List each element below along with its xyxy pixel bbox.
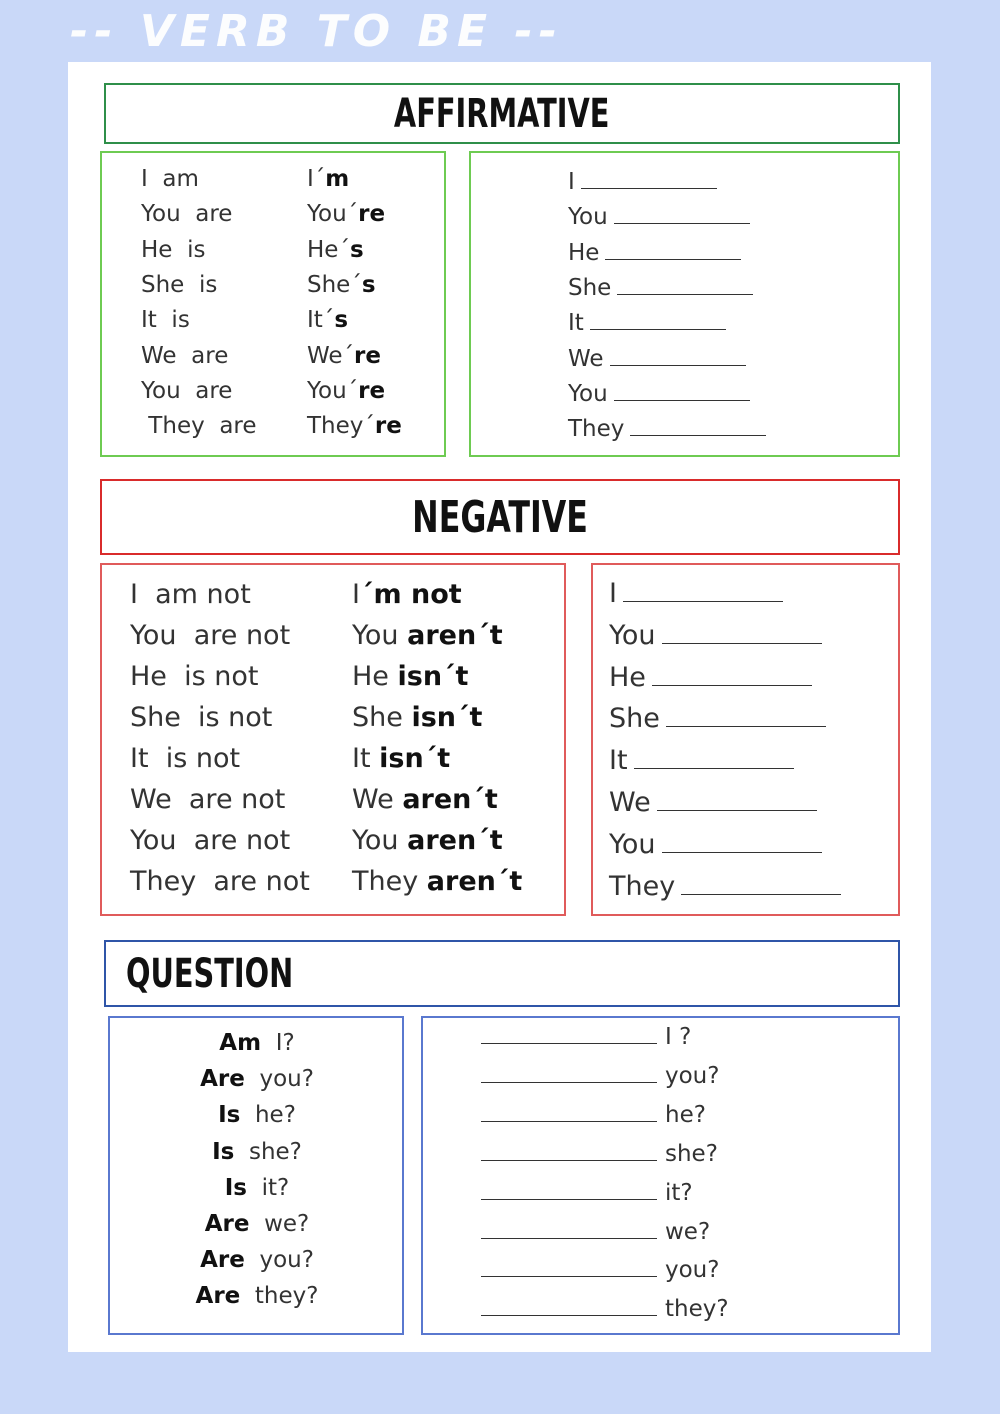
answer-blank[interactable] [652,659,812,686]
affirmative-heading-box [104,83,900,144]
answer-blank[interactable] [481,1060,657,1083]
negative-full-form: You are not [130,825,291,856]
exercise-pronoun: You [609,619,656,651]
affirmative-full-form: It is [141,307,190,334]
question-subject: they? [254,1283,319,1310]
affirmative-full-form: We are [141,342,229,369]
negative-exercise-line [609,868,841,902]
short-form-pronoun: You [352,620,408,651]
short-form-pronoun: He´ [307,236,350,263]
exercise-pronoun: I [609,578,617,609]
question-verb: Are [195,1283,241,1310]
affirmative-full-form: I am [141,166,199,192]
short-form-pronoun: We [352,784,403,815]
exercise-pronoun: It [609,745,628,777]
answer-blank[interactable] [681,868,841,895]
short-form-ending: ´m not [359,579,462,610]
question-form [110,1247,404,1273]
affirmative-full-form: They are [141,413,257,440]
question-verb: Am [219,1030,262,1056]
answer-blank[interactable] [634,742,794,769]
answer-blank[interactable] [605,237,741,260]
short-form-ending: aren´t [426,866,523,897]
negative-full-form: I am not [130,579,251,610]
affirmative-exercise-box [469,151,900,457]
exercise-pronoun: She [609,703,660,735]
answer-blank[interactable] [662,826,822,853]
affirmative-full-form: You are [141,201,233,228]
exercise-subject: we? [665,1218,711,1245]
answer-blank[interactable] [481,1021,657,1044]
affirmative-short-form [307,201,385,227]
negative-exercise-line [609,659,812,693]
affirmative-exercise-line [568,272,753,301]
short-form-ending: aren´t [407,620,503,651]
answer-blank[interactable] [610,343,746,366]
short-form-pronoun: I [352,579,360,610]
negative-short-form [352,620,503,651]
short-form-pronoun: She´ [307,271,362,298]
negative-exercise-line [609,742,794,776]
short-form-pronoun: It´ [307,307,335,334]
exercise-pronoun: You [609,828,656,860]
short-form-pronoun: We´ [307,342,355,369]
negative-full-form: It is not [130,743,241,774]
question-exercise-line [481,1254,719,1283]
exercise-subject: it? [665,1179,693,1206]
exercise-pronoun: He [568,239,600,266]
answer-blank[interactable] [617,272,753,295]
question-subject: it? [261,1174,290,1201]
short-form-ending: re [374,413,402,440]
affirmative-exercise-line [568,343,746,372]
short-form-ending: isn´t [379,743,451,774]
answer-blank[interactable] [590,307,726,330]
exercise-pronoun: It [568,310,584,337]
exercise-pronoun: He [609,661,646,693]
affirmative-exercise-line [568,237,741,266]
affirmative-short-form [307,307,348,333]
answer-blank[interactable] [666,700,826,727]
affirmative-short-form [307,413,402,439]
exercise-pronoun: They [609,870,676,902]
negative-exercise-line [609,784,817,818]
question-form [110,1175,404,1201]
question-form [110,1211,404,1237]
answer-blank[interactable] [581,166,717,189]
exercise-pronoun: I [568,169,575,195]
short-form-pronoun: You´ [307,377,359,404]
answer-blank[interactable] [481,1254,657,1277]
affirmative-short-form [307,378,385,404]
negative-short-form [352,743,450,774]
affirmative-exercise-line [568,307,726,336]
affirmative-heading: AFFIRMATIVE [394,90,610,137]
affirmative-short-form [307,166,349,192]
short-form-pronoun: I´ [307,166,326,192]
exercise-subject: you? [665,1062,720,1089]
question-verb: Are [200,1066,245,1093]
exercise-subject: I ? [665,1024,692,1050]
negative-full-form: They are not [130,866,310,897]
affirmative-full-form: She is [141,271,218,298]
negative-short-form [352,825,503,856]
short-form-ending: m [325,166,350,192]
question-verb: Are [200,1247,245,1274]
short-form-pronoun: They [352,866,427,897]
question-exercise-line [481,1099,706,1128]
short-form-ending: s [361,271,376,298]
negative-full-form: She is not [130,702,273,733]
answer-blank[interactable] [481,1216,657,1239]
question-form [110,1283,404,1309]
question-form [110,1030,404,1056]
question-verb: Is [212,1138,235,1165]
short-form-ending: s [349,236,364,263]
answer-blank[interactable] [481,1138,657,1161]
short-form-ending: aren´t [402,784,498,815]
exercise-pronoun: We [609,787,651,818]
exercise-subject: she? [665,1140,718,1167]
exercise-pronoun: You [568,380,608,407]
answer-blank[interactable] [481,1099,657,1122]
negative-forms-box [100,563,566,916]
question-form [110,1102,404,1128]
exercise-subject: he? [665,1101,706,1128]
answer-blank[interactable] [623,575,783,602]
short-form-ending: re [358,201,386,228]
question-subject: you? [259,1066,314,1093]
question-subject: we? [264,1211,310,1237]
negative-full-form: We are not [130,784,286,815]
exercise-pronoun: We [568,345,604,372]
question-exercise-line [481,1293,729,1322]
short-form-pronoun: She [352,702,412,733]
question-verb: Is [224,1174,247,1201]
answer-blank[interactable] [481,1293,657,1316]
answer-blank[interactable] [481,1177,657,1200]
negative-full-form: You are not [130,620,291,651]
question-heading: QUESTION [126,950,294,997]
exercise-subject: you? [665,1257,720,1284]
affirmative-exercise-line [568,201,750,230]
exercise-pronoun: You [568,204,608,231]
negative-full-form: He is not [130,661,259,692]
short-form-ending: re [354,342,381,369]
short-form-ending: re [358,377,386,404]
question-subject: you? [259,1247,314,1274]
answer-blank[interactable] [614,201,750,224]
negative-exercise-line [609,826,822,860]
negative-exercise-line [609,700,826,734]
question-exercise-line [481,1138,718,1167]
answer-blank[interactable] [630,413,766,436]
exercise-pronoun: They [568,416,625,443]
exercise-subject: they? [665,1296,729,1323]
negative-short-form [352,784,498,815]
short-form-ending: s [334,307,349,334]
answer-blank[interactable] [657,784,817,811]
question-exercise-line [481,1060,719,1089]
negative-short-form [352,866,522,897]
answer-blank[interactable] [662,617,822,644]
affirmative-exercise-line [568,413,766,442]
question-heading-box [104,940,900,1007]
question-verb: Is [218,1102,241,1129]
affirmative-short-form [307,237,364,263]
short-form-ending: aren´t [407,825,503,856]
short-form-ending: isn´t [397,661,469,692]
negative-short-form [352,702,482,733]
question-subject: she? [248,1138,302,1165]
negative-heading-box [100,479,900,555]
affirmative-exercise-line [568,166,717,195]
negative-short-form [352,579,462,610]
short-form-pronoun: He [352,661,398,692]
short-form-pronoun: You´ [307,201,359,228]
negative-exercise-line [609,617,822,651]
short-form-pronoun: You [352,825,408,856]
question-subject: I? [275,1030,295,1056]
question-exercise-line [481,1216,710,1245]
short-form-pronoun: It [352,743,380,774]
question-verb: Are [204,1211,250,1237]
affirmative-forms-box [100,151,446,457]
negative-heading: NEGATIVE [412,491,588,543]
question-exercise-line [481,1021,691,1050]
affirmative-full-form: He is [141,236,206,263]
question-form [110,1139,404,1165]
short-form-pronoun: They´ [307,413,375,440]
affirmative-short-form [307,272,376,298]
question-exercise-line [481,1177,693,1206]
affirmative-exercise-line [568,378,750,407]
negative-exercise-line [609,575,783,609]
exercise-pronoun: She [568,274,612,301]
page-title: -- VERB TO BE -- [70,6,563,57]
affirmative-short-form [307,343,381,369]
question-subject: he? [254,1102,296,1129]
question-form [110,1066,404,1092]
negative-short-form [352,661,468,692]
affirmative-full-form: You are [141,377,233,404]
short-form-ending: isn´t [411,702,483,733]
answer-blank[interactable] [614,378,750,401]
